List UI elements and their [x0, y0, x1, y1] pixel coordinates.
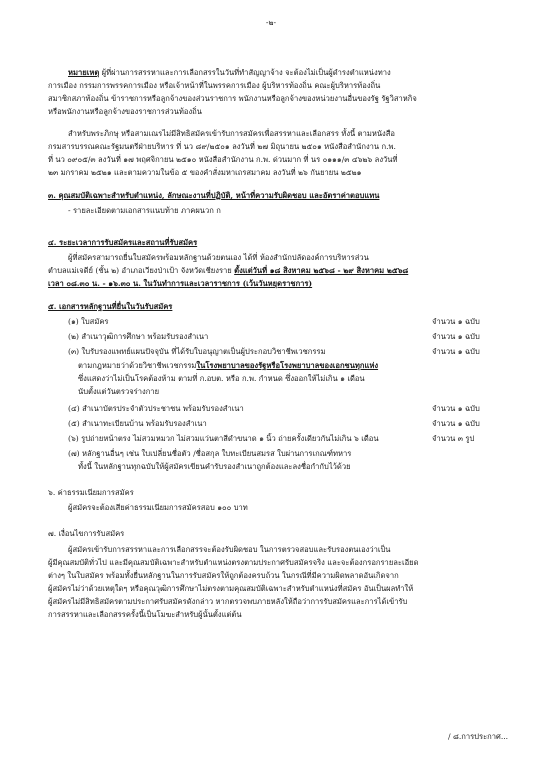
section-7-line-6: การสรรหาและเลือกสรรครั้งนี้เป็นโมฆะสำหรับผู้นั้นตั้งแต่ต้น [48, 610, 242, 619]
monk-para-line-1: สำหรับพระภิกษุ หรือสามเณรไม่มีสิทธิสมัครเข้ารับการสมัครเพื่อสรรหาและเลือกสรร ทั้งนี้ ตามหนังสือ [68, 129, 395, 138]
monk-para-line-2: กรมสารบรรณคณะรัฐมนตรีฝ่ายบริหาร ที่ นว ๘๙/๒๕๐๑ ลงวันที่ ๒๗ มิถุนายน ๒๕๐๑ หนังสือสำนักงาน ก.พ. [48, 142, 396, 151]
section-4-line-2: ตำบลแม่เจดีย์ (ชั้น ๒) อำเภอเวียงป่าเป้า จังหวัดเชียงราย ตั้งแต่วันที่ ๑๘ สิงหาคม ๒๕๖๘ - ๒๙ สิงหาคม ๒๕๖๘ [48, 266, 409, 275]
doc-item-3-cont-1: ตามกฎหมายว่าด้วยวิชาชีพเวชกรรมในโรงพยาบาลของรัฐหรือโรงพยาบาลของเอกชนทุกแห่ง [78, 361, 379, 370]
section-3-heading: ๓. คุณสมบัติเฉพาะสำหรับตำแหน่ง, ลักษณะงานที่ปฏิบัติ, หน้าที่ความรับผิดชอบ และอัตราค่าตอบแทน [48, 191, 380, 200]
doc-item-3: (๓) ใบรับรองแพทย์แผนปัจจุบัน ที่ได้รับใบอนุญาตเป็นผู้ประกอบวิชาชีพเวชกรรม [68, 347, 326, 356]
doc-item-4: (๔) สำเนาบัตรประจำตัวประชาชน พร้อมรับรองสำเนา [68, 404, 244, 413]
section-6-text: ผู้สมัครจะต้องเสียค่าธรรมเนียมการสมัครสอบ ๑๐๐ บาท [68, 503, 248, 512]
doc-item-2: (๒) สำเนาวุฒิการศึกษา พร้อมรับรองสำเนา [68, 332, 209, 341]
doc-item-6: (๖) รูปถ่ายหน้าตรง ไม่สวมหมวก ไม่สวมแว่นตาสีดำขนาด ๑ นิ้ว ถ่ายครั้งเดียวกันไม่เกิน ๖ เดือน [68, 434, 379, 443]
note-line-2: การเมือง กรรมการพรรคการเมือง หรือเจ้าหน้าที่ในพรรคการเมือง ผู้บริหารท้องถิ่น คณะผู้บริหารท้องถิ่น [48, 81, 381, 90]
note-line-1: หมายเหตุ ผู้ที่ผ่านการสรรหาและการเลือกสรรในวันที่ทำสัญญาจ้าง จะต้องไม่เป็นผู้ดำรงตำแหน่งทาง [68, 68, 391, 77]
section-6-heading: ๖. ค่าธรรมเนียมการสมัคร [48, 488, 134, 497]
section-7-line-1: ผู้สมัครเข้ารับการสรรหาและการเลือกสรรจะต้องรับผิดชอบ ในการตรวจสอบและรับรองตนเองว่าเป็น [68, 545, 391, 554]
doc-item-3-cont-3: นับตั้งแต่วันตรวจร่างกาย [78, 387, 160, 396]
doc-item-4-qty: จำนวน ๑ ฉบับ [432, 404, 480, 413]
section-7-line-2: ผู้มีคุณสมบัติทั่วไป และมีคุณสมบัติเฉพาะสำหรับตำแหน่งตรงตามประกาศรับสมัครจริง และจะต้องกรอกรายละเอียด [48, 558, 419, 567]
section-7-line-3: ต่างๆ ในใบสมัคร พร้อมทั้งยื่นหลักฐานในการรับสมัครให้ถูกต้องครบถ้วน ในกรณีที่มีความผิดพลาดอันเกิดจาก [48, 571, 399, 580]
doc-item-6-qty: จำนวน ๓ รูป [432, 434, 475, 443]
section-5-heading: ๕. เอกสารหลักฐานที่ยื่นในวันรับสมัคร [48, 302, 173, 311]
section-7-heading: ๗. เงื่อนไขการรับสมัคร [48, 529, 125, 538]
section-7-line-4: ผู้สมัครไม่ว่าด้วยเหตุใดๆ หรือคุณวุฒิการศึกษาไม่ตรงตามคุณสมบัติเฉพาะสำหรับตำแหน่งที่สมัคร อันเป็นผลทำให้ [48, 584, 414, 593]
doc-item-5-qty: จำนวน ๑ ฉบับ [432, 419, 480, 428]
doc-item-7-cont: ทั้งนี้ ในหลักฐานทุกฉบับให้ผู้สมัครเขียนคำรับรองสำเนาถูกต้องและลงชื่อกำกับไว้ด้วย [78, 462, 351, 471]
monk-para-line-4: ๒๓ มกราคม ๒๕๒๑ และตามความในข้อ ๕ ของคำสั่งมหาเถรสมาคม ลงวันที่ ๒๖ กันยายน ๒๕๒๑ [48, 168, 362, 177]
doc-item-3-qty: จำนวน ๑ ฉบับ [432, 347, 480, 356]
doc-item-2-qty: จำนวน ๑ ฉบับ [432, 332, 480, 341]
doc-item-5: (๕) สำเนาทะเบียนบ้าน พร้อมรับรองสำเนา [68, 419, 207, 428]
section-7-line-5: ผู้สมัครไม่มีสิทธิสมัครตามประกาศรับสมัครดังกล่าว หากตรวจพบภายหลังให้ถือว่าการรับสมัครและการได้เข้ารับ [48, 597, 408, 606]
page-number: -๒- [265, 18, 277, 27]
doc-item-7: (๗) หลักฐานอื่นๆ เช่น ใบเปลี่ยนชื่อตัว /ชื่อสกุล ใบทะเบียนสมรส ใบผ่านการเกณฑ์ทหาร [68, 449, 352, 458]
doc-item-1: (๑) ใบสมัคร [68, 317, 109, 326]
application-hours: เวลา ๐๘.๓๐ น. - ๑๖.๓๐ น. ในวันทำการและเวลาราชการ (เว้นวันหยุดราชการ) [48, 279, 313, 288]
section-4-heading: ๔. ระยะเวลาการรับสมัครและสถานที่รับสมัคร [48, 238, 198, 247]
section-4-line-1: ผู้ที่สมัครสามารถยื่นใบสมัครพร้อมหลักฐานด้วยตนเอง ได้ที่ ห้องสำนักปลัดองค์การบริหารส่วน [68, 253, 369, 262]
note-line-3: สมาชิกสภาท้องถิ่น ข้าราชการหรือลูกจ้างของส่วนราชการ พนักงานหรือลูกจ้างของหน่วยงานอื่นของรัฐ รัฐวิสาหกิจ [48, 94, 417, 103]
doc-item-1-qty: จำนวน ๑ ฉบับ [432, 317, 480, 326]
monk-para-line-3: ที่ นว ๐๙๐๕/๓ ลงวันที่ ๑๗ พฤศจิกายน ๒๕๑๐ หนังสือสำนักงาน ก.พ. ด่วนมาก ที่ นร ๐๑๑๑/๓ ๔๖๒๖ ลงวันที่ [48, 155, 398, 164]
application-period: ตั้งแต่วันที่ ๑๘ สิงหาคม ๒๕๖๘ - ๒๙ สิงหาคม ๒๕๖๘ [234, 266, 409, 275]
section-3-detail: - รายละเอียดตามเอกสารแนบท้าย ภาคผนวก ก [68, 206, 221, 215]
next-page-reference: / ๘.การประกาศ... [448, 732, 509, 741]
note-label: หมายเหตุ [68, 68, 100, 77]
doc-item-3-cont-2: ซึ่งแสดงว่าไม่เป็นโรคต้องห้าม ตามที่ ก.อบต. หรือ ก.พ. กำหนด ซึ่งออกให้ไม่เกิน ๑ เดือน [78, 374, 365, 383]
note-line-4: หรือพนักงานหรือลูกจ้างของราชการส่วนท้องถิ่น [48, 107, 202, 116]
